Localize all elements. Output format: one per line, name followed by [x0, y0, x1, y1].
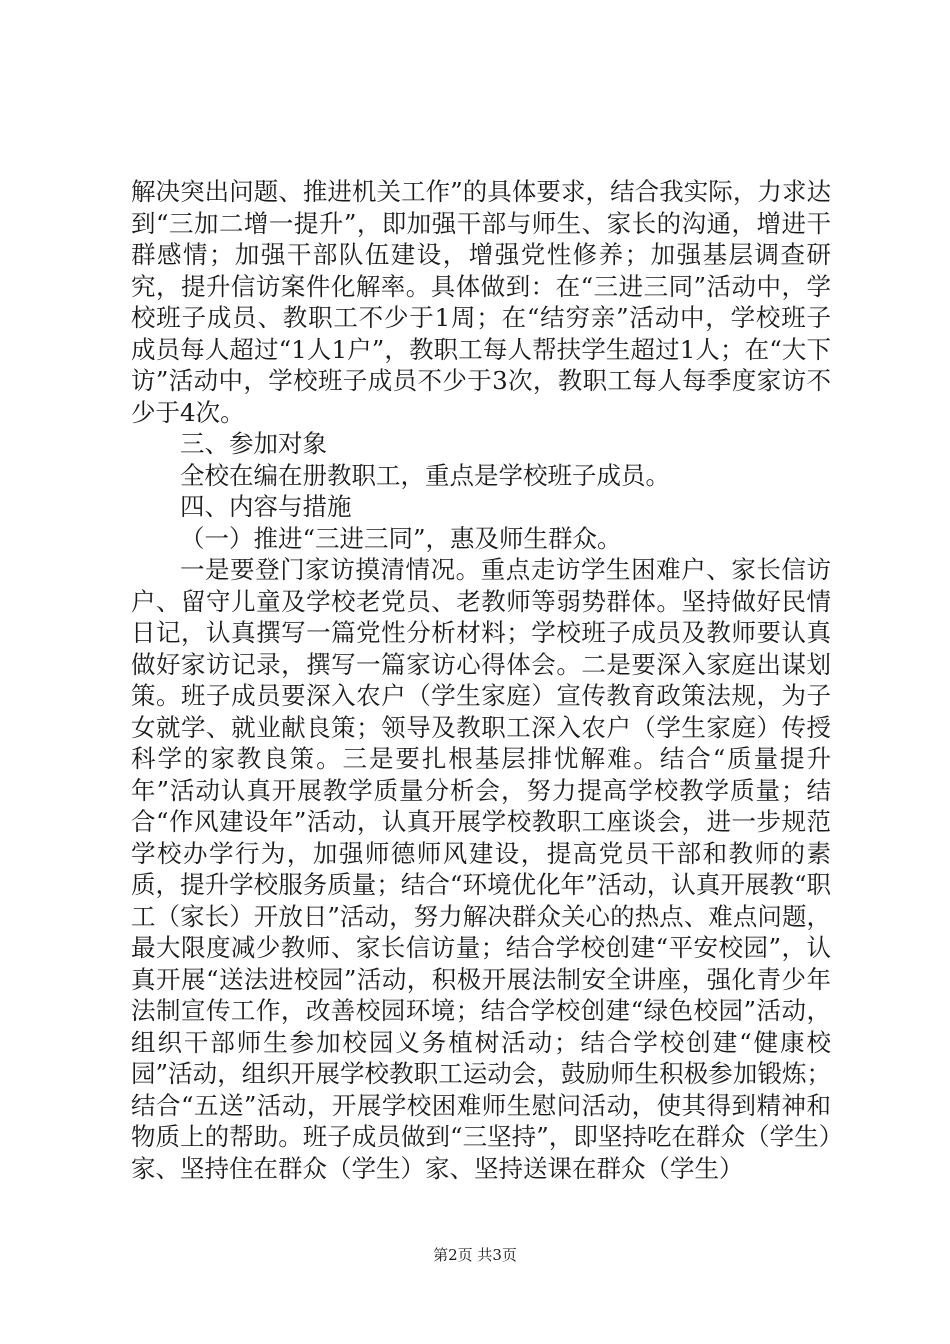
subheading-three-progress: （一）推进“三进三同”，惠及师生群众。 — [180, 523, 622, 553]
heading-content-measures: 四、内容与措施 — [180, 492, 352, 521]
paragraph-home-visits: 一是要登门家访摸清情况。重点走访学生困难户、家长信访户、留守儿童及学校老党员、老教师等弱势群体。坚持做好民情日记，认真撰写一篇党性分析材料；学校班子成员及教师要认真做好家访记录，撰写一篇家访心得体会。二是要深入家庭出谋划策。班子成员要深入农户（学生家庭）宣传教育政策法规，为子女就学、就业献良策；领导及教职工深入农户（学生家庭）传授科学的家教良策。三是要扎根基层排忧解难。结合“质量提升年”活动认真开展教学质量分析会，努力提高学校教学质量；结合“作风建设年”活动，认真开展学校教职工座谈会，进一步规范学校办学行为，加强师德师风建设，提高党员干部和教师的素质，提升学校服务质量；结合“环境优化年”活动，认真开展教“职工（家长）开放日”活动，努力解决群众关心的热点、难点问题，最大限度减少教师、家长信访量；结合学校创建“平安校园”，认真开展“送法进校园”活动，积极开展法制安全讲座，强化青少年法制宣传工作，改善校园环境；结合学校创建“绿色校园”活动，组织干部师生参加校园义务植树活动；结合学校创建“健康校园”活动，组织开展学校教职工运动会，鼓励师生积极参加锻炼；结合“五送”活动，开展学校困难师生慰问活动，使其得到精神和物质上的帮助。班子成员做到“三坚持”，即坚持吃在群众（学生）家、坚持住在群众（学生）家、坚持送课在群众（学生） — [131, 555, 831, 1183]
paragraph-participants: 全校在编在册教职工，重点是学校班子成员。 — [180, 460, 670, 490]
document-body — [131, 176, 831, 1184]
paragraph-requirements: 解决突出问题、推进机关工作”的具体要求，结合我实际，力求达到“三加二增一提升”，即加强干部与师生、家长的沟通，增进干群感情；加强干部队伍建设，增强党性修养；加强基层调查研究，提升信访案件化解率。具体做到：在“三进三同”活动中，学校班子成员、教职工不少于1周；在“结穷亲”活动中，学校班子成员每人超过“1人1户”，教职工每人帮扶学生超过1人；在“大下访”活动中，学校班子成员不少于3次，教职工每人每季度家访不少于4次。 — [131, 177, 831, 427]
page-footer: 第2页 共3页 — [433, 1246, 517, 1264]
heading-participants: 三、参加对象 — [180, 429, 327, 458]
